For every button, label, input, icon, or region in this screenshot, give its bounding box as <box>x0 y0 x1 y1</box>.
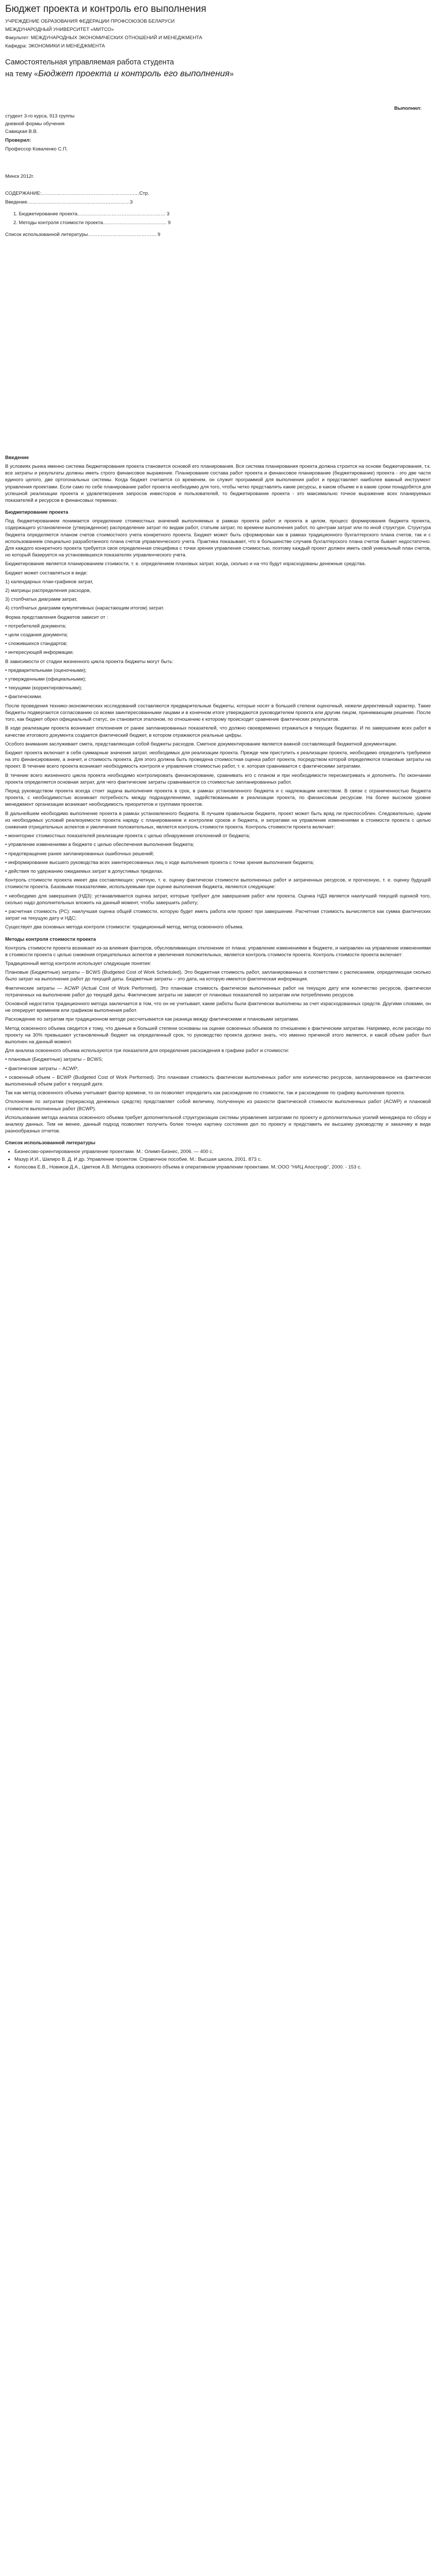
paragraph: В зависимости от стадии жизненного цикла проекта бюджеты могут быть: <box>5 658 173 665</box>
student-line: студент 3-го курса, 913 группы <box>5 113 75 119</box>
paragraph: В ходе реализации проекта возникают отклонения от ранее запланированных показателей, что должно своевременно отражаться в текущих бюджетах. И по завершении всех работ в качестве итогового документа создается фактический бюджет, в котором отражаются реальные цифры. <box>5 725 431 738</box>
paragraph: Существует два основных метода контроля стоимости: традиционный метод, метод освоенного объема. <box>5 924 244 930</box>
paragraph: • предотвращение ранее запланированных ошибочных решений; <box>5 851 154 857</box>
header-line: Факультет: МЕЖДУНАРОДНЫХ ЭКОНОМИЧЕСКИХ ОТНОШЕНИЙ И МЕНЕДЖМЕНТА <box>5 35 202 41</box>
paragraph: Контроль стоимости проекта имеет два составляющих: учетную, т. е. оценку фактически стоимости выполненных работ и затраченных ресурсов, и прогнозную, т. е. оценку будущей стоимости проекта. Базовыми показателями, используемыми при оценке выполнения бюджета, являются следующие: <box>5 877 431 890</box>
toc-item: 2. Методы контроля стоимости проекта………………………………… 9 <box>13 220 171 226</box>
student-line: дневной формы обучения <box>5 121 65 127</box>
paragraph: Метод освоенного объема сводится к тому, что данные в большей степени основаны на оценке освоенных объемов по отношению к фактическим затратам. Например, если расходы по проекту на 30% превышают установленный бюджет на определенный срок, то руководство проекта должно знать, что именно причиной этого является, и какой объем работ был выполнен на данный момент. <box>5 1025 431 1045</box>
paragraph: • управление изменениями в бюджете с целью обеспечения выполнения бюджета; <box>5 842 194 848</box>
paragraph: В дальнейшем необходимо выполнение проекта в рамках установленного бюджета. В лучшем правильном бюджете, проект может быть вряд ли приспособлен. Следовательно, одним из необходимых условий реализуемости проекта наряду с планированием и контролем сроков и бюджета, и затратами на управление изменениями в стоимости проекта с целью снижения отрицательных аспектов и увеличения положительных, является контроль стоимости проекта. Контроль стоимости проекта включает: <box>5 810 431 830</box>
paragraph: • действия по удержанию ожидаемых затрат в допустимых пределах. <box>5 868 164 874</box>
references-list <box>5 1148 431 1171</box>
toc-refs: Список использованной литературы…………………………………… 9 <box>5 232 161 238</box>
paragraph: • текущими (корректировочными); <box>5 685 82 691</box>
document-page <box>0 0 436 1176</box>
section-heading-control-methods: Методы контроля стоимости проекта <box>5 936 96 942</box>
paragraph: • освоенный объем – BCWP (Budgeted Cost of Work Performed). Это плановая стоимость фактически выполненных работ или количество ресурсов, запланированное на фактически выполненный объем работ к текущей дате. <box>5 1074 431 1088</box>
paragraph: В условиях рынка именно система бюджетирования проекта становится основой его планирования. Вся система планирования проекта должна строится на основе бюджетирования, т.к. все затраты и результаты должны иметь строго финансовое выражение. Планирование состава работ проекта и финансовое планирование (бюджетирование) проекта - это две части единого целого, две ортогональных системы. Когда бюджет считается со временем, он служит программой для выполнения работ и представляет наиболее важный инструмент управления проектами. Если само по себе планирование работ проекта необходимо для того, чтобы четко представлять какие ресурсы, в каком объеме и в какие сроки понадобятся для успешной реализации проекта и удовлетворения запросов инвесторов и пользователей, то бюджетирование проекта - это максимально точное выражение всех планируемых показателей и ресурсов в финансовых терминах. <box>5 464 431 504</box>
paragraph: • расчетная стоимость (РС): наилучшая оценка общей стоимости, которую будет иметь работа или проект при завершении. Расчетная стоимость вычисляется как сумма фактических затрат на текущую дату и НДС; <box>5 908 431 922</box>
theme-text: Бюджет проекта и контроль его выполнения <box>38 69 230 78</box>
paragraph: 1) календарных план-графиков затрат, <box>5 579 94 585</box>
done-by-label: Выполнил: <box>394 106 422 111</box>
city-year: Минск 2012г. <box>5 174 34 179</box>
paragraph: Форма представления бюджетов зависит от : <box>5 614 108 620</box>
paragraph: Бюджетирование является планированием стоимости, т. е. определением плановых затрат, когда, сколько и на что будут израсходованы денежные средства. <box>5 561 366 567</box>
paragraph: Традиционный метод контроля использует следующие понятия: <box>5 960 151 967</box>
student-line: Савицкая В.В. <box>5 129 38 134</box>
paragraph: • предварительными (оценочными); <box>5 667 87 673</box>
toc-heading: СОДЕРЖАНИЕ:……………………………………………………Стр. <box>5 191 149 196</box>
paragraph: В течение всего жизненного цикла проекта необходимо контролировать финансирование, сравнивать его с планом и при необходимости пересматривать и дополнять. По окончании проекта определяется основная затрат, для чего фактические затраты сравниваются со стоимостью запланированных работ. <box>5 772 431 785</box>
paragraph: • плановые (Бюджетные) затраты – BCWS; <box>5 1057 103 1063</box>
section-control-methods <box>5 945 431 1135</box>
paragraph: 3) столбчатых диаграмм затрат, <box>5 597 78 603</box>
paragraph: • сложившихся стандартов; <box>5 641 67 647</box>
checked-label: Проверил: <box>5 138 31 143</box>
reference-item: • Мазур И.И., Шапиро В. Д. И др. Управление проектом. Справочное пособие. М.: Высшая школа, 2001. 873 с. <box>14 1156 431 1163</box>
header-line: МЕЖДУНАРОДНЫЙ УНИВЕРСИТЕТ «МИТСО» <box>5 27 114 32</box>
header-line: УЧРЕЖДЕНИЕ ОБРАЗОВАНИЯ ФЕДЕРАЦИИ ПРОФСОЮЗОВ БЕЛАРУСИ <box>5 19 175 24</box>
paragraph: • фактическими. <box>5 694 42 700</box>
paragraph: Так как метод освоенного объема учитывает фактор времени, то он позволяет определить как расхождение по стоимости, так и расхождение по графику выполнения проекта. <box>5 1090 405 1096</box>
paragraph: • потребителей документа; <box>5 623 66 629</box>
table-of-contents <box>5 190 206 238</box>
paragraph: • фактические затраты – ACWP; <box>5 1065 79 1072</box>
section-heading-intro: Введение <box>5 455 29 461</box>
section-budgeting <box>5 518 431 930</box>
paragraph: 2) матрицы распределения расходов, <box>5 588 91 594</box>
paragraph: После проведения технико-экономических исследований составляются предварительные бюджеты, которые носят в большей степени оценочный, нежели директивный характер. Такие бюджеты подвергаются согласованию со всеми заинтересованными лицами и в конечном итоге утверждаются руководителем проекта или другим лицом, принимающим решение. После того, как бюджет обрел официальный статус, он становится эталоном, по отношению к которому происходит сравнение фактических результатов. <box>5 703 431 723</box>
paragraph: Основной недостаток традиционного метода заключается в том, что он не учитывает, какие работы были фактически выполнены за счет израсходованных средств. Другими словами, он не оперирует временем или графиком выполнения работ. <box>5 1001 431 1014</box>
paragraph: • информирование высшего руководства всех заинтересованных лиц о ходе выполнения проекта с точки зрения выполнения бюджета; <box>5 859 315 866</box>
toc-intro: Введение………………………………………………………3 <box>5 199 133 205</box>
document-title: Бюджет проекта и контроль его выполнения <box>5 4 206 14</box>
paragraph: Для анализа освоенного объема используются три показателя для определения расхождения в графике работ и стоимости: <box>5 1048 289 1054</box>
reference-item: • Бизнесово-ориентированное управление проектами. М.: Олимп-Бизнес, 2006. — 400 с. <box>14 1148 431 1155</box>
paragraph: Особого внимания заслуживает смета, представляющая собой бюджеты расходов. Сметное документирование является важной составляющей бюджетной документации. <box>5 741 397 747</box>
paragraph: • интересующей информации. <box>5 650 74 656</box>
paragraph: Перед руководством проекта всегда стоит задача выполнения проекта в срок, в рамках установленного бюджета и с надлежащим качеством. В связи с ограниченностью бюджета проекта, с необходимостью возникает потребность между подразделениями, задействованными в реализации проекта, по финансовым ресурсам. На более высоком уровне менеджмент организации возникает необходимость приоритетов и группами проектов. <box>5 788 431 808</box>
paragraph: • мониторинг стоимостных показателей реализации проекта с целью обнаружения отклонений от бюджета; <box>5 833 250 839</box>
paragraph: • необходимо для завершения (НДЗ): устанавливается оценка затрат, которые требуют для завершения работ или проекта. Оценка НДЗ является наилучшей текущей оценкой того, сколько надо дополнительных вложить на данный момент, чтобы завершить работу; <box>5 893 431 906</box>
work-title: Самостоятельная управляемая работа студента <box>5 58 174 66</box>
paragraph: Бюджет может составляться в виде: <box>5 570 88 576</box>
professor-name: Профессор Коваленко С.П. <box>5 146 68 152</box>
paragraph: Фактические затраты — ACWP (Actual Cost of Work Performed). Это плановая стоимость фактически выполненных работ на текущую дату или количество ресурсов, фактически потраченных на выполнение работ до текущей даты. Фактические затраты не зависят от плановых показателей по затратам или потреблению ресурсов. <box>5 985 431 998</box>
reference-item: • Колосова Е.В., Новиков Д.А., Цветков А.В. Методика освоенного объема в оперативном управлении проектами. М.:ООО "НИЦ Апостроф", 2000. - 153 с. <box>14 1164 431 1171</box>
paragraph: 4) столбчатых диаграмм кумулятивных (нарастающим итогом) затрат. <box>5 605 164 612</box>
paragraph: Под бюджетированием понимается определение стоимостных значений выполняемых в рамках проекта работ и проекта в целом, процесс формирования бюджета проекта, содержащего установленное (утвержденное) распределение затрат по видам работ, статьям затрат, по времени выполнения работ, по центрам затрат или по иной структуре. Структура бюджета определяется планом счетов стоимостного учета конкретного проекта. Бюджет может быть сформирован как в рамках традиционного бухгалтерского плана счетов, так и с использованием специально разработанного плана счетов управленческого учета. Практика показывает, что в большинстве случаев бухгалтерского плана счетов бывает недостаточно. Для каждого конкретного проекта требуется своя определенная специфика с точки зрения управления стоимостью, поэтому каждый проект должен иметь свой уникальный план счетов, но который базируется на установившихся показателях управленческого учета. <box>5 518 431 558</box>
references-heading: Список использованной литературы <box>5 1140 96 1146</box>
paragraph: Плановые (Бюджетные) затраты – BCWS (Budgeted Cost of Work Scheduled). Это бюджетная стоимость работ, запланированных в соответствии с расписанием, определяющая сколько было затрат на выполнение работ до текущей даты. Бюджетные затраты – это дата, на которую имеются фактическая информация. <box>5 970 431 982</box>
paragraph: Использование метода анализа освоенного объема требует дополнительной структуризации системы управления затратами по проекту и дополнительных усилий менеджера по сбору и анализу данных. Тем не менее, данный подход позволяет получить более точную картину состояния дел по проекту и представить ее высшему руководству и заказчику в виде разнообразных отчетов. <box>5 1114 431 1134</box>
toc-item: 1. Бюджетирование проекта……………………………………………… 3 <box>13 211 170 217</box>
paragraph: • цели создания документа; <box>5 632 68 638</box>
paragraph: • утвержденными (официальными); <box>5 676 86 683</box>
paragraph: Бюджет проекта включает в себя суммарные значения затрат, необходимых для реализации проекта. Прежде чем приступить к реализации проекта, необходимо определить требуемое на это финансирование, а значит, и стоимость проекта. Для этого должна быть проведена стоимостная оценка работ проекта, посредством которой определяются плановые затраты на проект. В течение всего проекта возникает необходимость контроля и управления стоимостью работ, т. е. которая сравнивается с фактическими затратами. <box>5 750 431 770</box>
paragraph: Отклонение по затратам (перерасход денежных средств) представляет собой величину, полученную из разности фактической стоимости выполненных работ (ACWP) и плановой стоимости выполненных работ (BCWP). <box>5 1099 431 1112</box>
paragraph: Контроль стоимости проекта возникает из-за влияния факторов, обусловливающих отклонение от плана: управление изменениями в бюджете, и направлен на управление изменениями в стоимости проекта с целью снижения отрицательных аспектов и увеличения положительных, является контроль стоимости проекта. Контроль стоимости проекта включает: <box>5 945 431 958</box>
section-heading-budgeting: Бюджетирование проекта <box>5 510 68 516</box>
work-theme: на тему «Бюджет проекта и контроль его выполнения» <box>5 69 234 78</box>
paragraph: Расхождение по затратам при традиционном методе рассчитывается как разница между фактическими и плановыми затратами. <box>5 1016 300 1023</box>
header-line: Кафедра: ЭКОНОМИКИ И МЕНЕДЖМЕНТА <box>5 43 105 49</box>
